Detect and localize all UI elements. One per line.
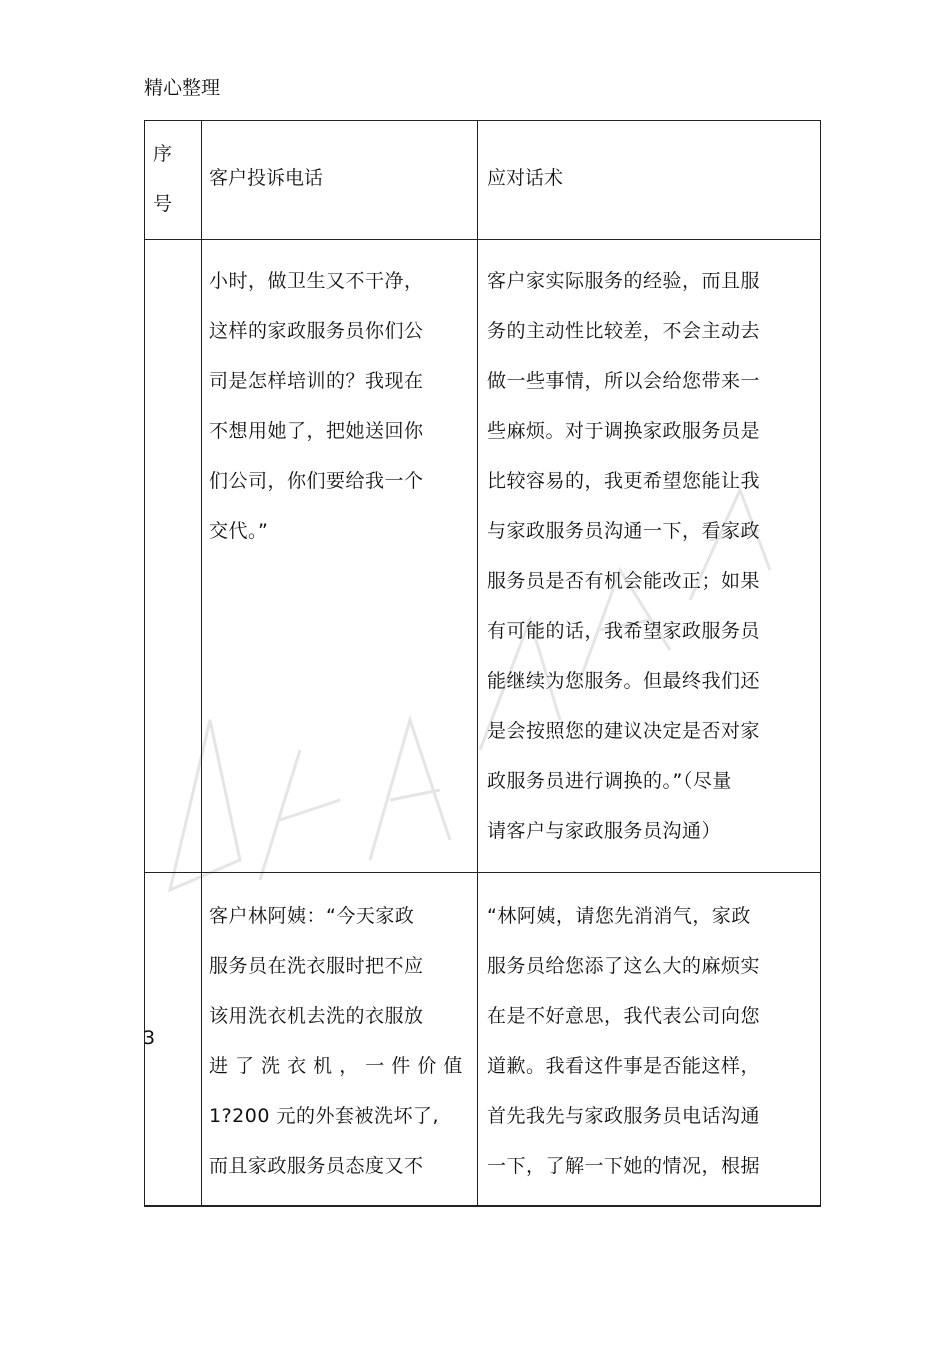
- column-divider: [477, 121, 478, 1206]
- column-divider: [201, 121, 202, 1206]
- complaint-cell: 客户林阿姨：“今天家政 服务员在洗衣服时把不应 该用洗衣机去洗的衣服放 进 了 洗 衣 机 ， 一 件 价 值 1?200 元的外套被洗坏了, 而且家政服务员态度又不: [209, 905, 463, 1177]
- response-cell: 客户家实际服务的经验，而且服 务的主动性比较差，不会主动去 做一些事情，所以会给您带来一 些麻烦。对于调换家政服务员是 比较容易的，我更希望您能让我 与家政服务员沟通一下，看家政 服务员是否有机会能改正；如果 有可能的话，我希望家政服务员 能继续为您服务。但最终我们还 是会按照您的建议决定是否对家 政服务员进行调换的。”（尽量 请客户与家政服务员沟通）: [487, 270, 761, 842]
- complaint-cell: 小时，做卫生又不干净， 这样的家政服务员你们公 司是怎样培训的？我现在 不想用她了，把她送回你 们公司，你们要给我一个 交代。”: [209, 270, 424, 542]
- column-header-response: 应对话术: [487, 167, 564, 189]
- column-header-complaint: 客户投诉电话: [209, 167, 324, 189]
- row-divider: [145, 239, 820, 240]
- table-bottom-rule: [145, 1205, 820, 1207]
- complaint-table: [144, 120, 821, 1207]
- page-header: 精心整理: [144, 77, 221, 99]
- row-seq: 3: [143, 1027, 156, 1049]
- row-divider: [145, 872, 820, 873]
- response-cell: “林阿姨，请您先消消气，家政 服务员给您添了这么大的麻烦实 在是不好意思，我代表公司向您 道歉。我看这件事是否能这样， 首先我先与家政服务员电话沟通 一下，了解一下她的情况，根据: [487, 905, 761, 1177]
- column-header-seq: 序 号: [153, 143, 173, 215]
